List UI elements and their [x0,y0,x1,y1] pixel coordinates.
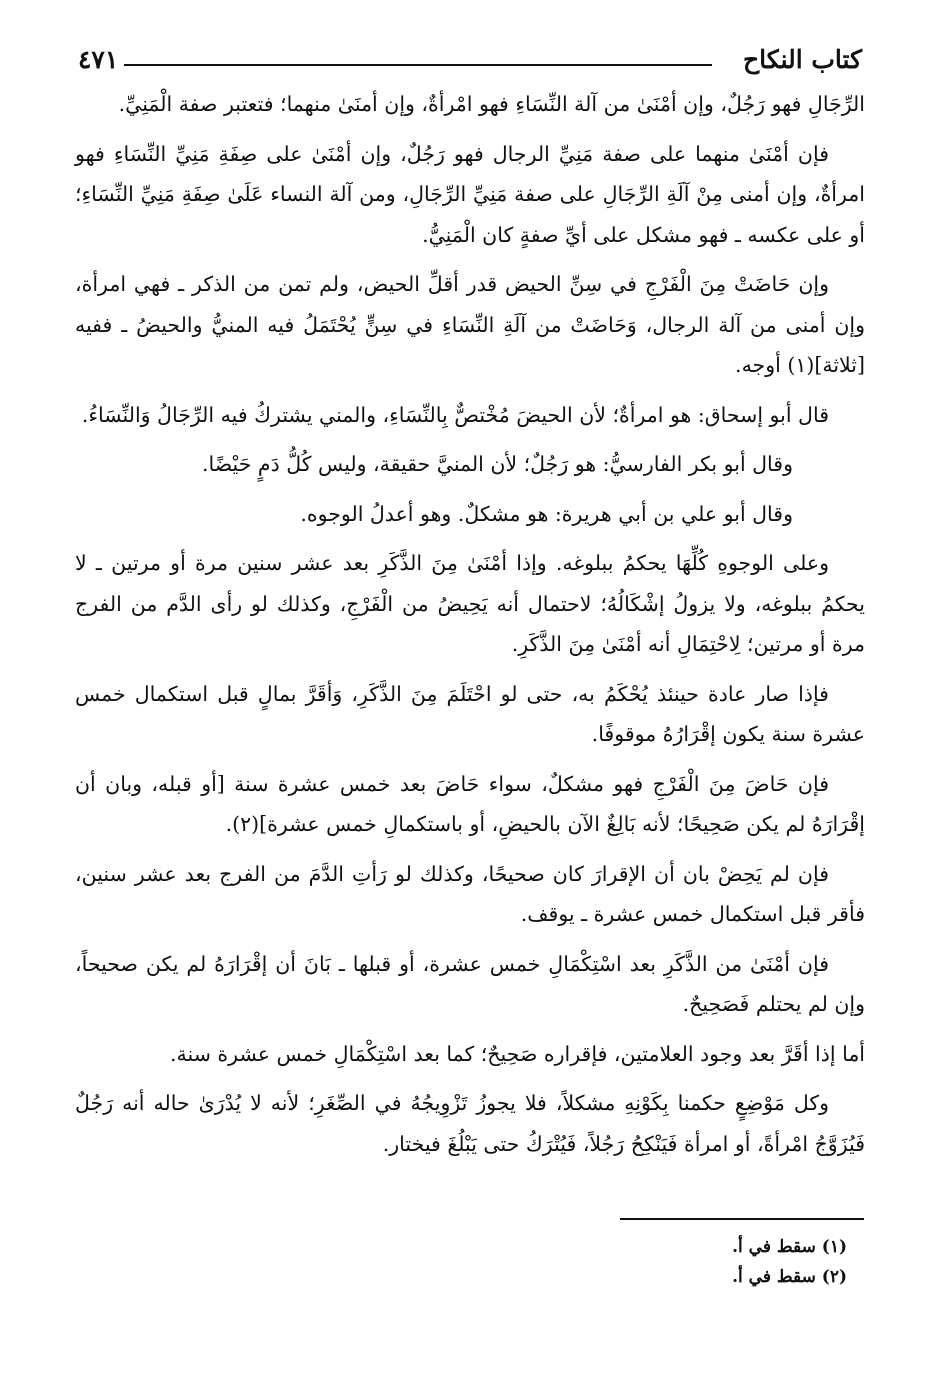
paragraph: وقال أبو بكر الفارسيُّ: هو رَجُلٌ؛ لأن المنيَّ حقيقة، وليس كُلُّ دَمٍ حَيْضًا. [202,452,793,476]
paragraph: فإن أمْنَىٰ منهما على صفة مَنِيِّ الرجال فهو رَجُلٌ، وإن أمْنَىٰ على صِفَةِ مَنِيِّ النِّسَاءِ فهو امرأةٌ، وإن أمنى مِنْ آلَةِ الرِّجَالِ على صفة مَنِيِّ الرِّجَالِ، ومن آلة النساء عَلَىٰ صِفَةِ مَنِيِّ النِّسَاءِ؛ أو على عكسه ـ فهو مشكل على أيِّ صفةٍ كان الْمَنِيُّ. [75,141,865,247]
page-header [78,42,862,82]
paragraph: وإن حَاضَتْ مِنَ الْفَرْجِ في سِنِّ الحيض قدر أقلِّ الحيض، ولم تمن من الذكر ـ فهي امرأة، وإن أمنى من آلة الرجال، وَحَاضَتْ من آلَةِ النِّسَاءِ في سِنٍّ يُحْتَمَلُ فيه المنيُّ والحيضُ ـ ففيه [ثلاثة](١) أوجه. [75,272,865,377]
paragraph: فإن حَاضَ مِنَ الْفَرْجِ فهو مشكلٌ، سواء حَاضَ بعد خمس عشرة سنة [أو قبله، وبان أن إقْرَارَهُ لم يكن صَحِيحًا؛ لأنه بَالِغٌ الآن بالحيضِ، أو باستكمالِ خمس عشرة](٢). [75,771,865,836]
footnote: (١) سقط في أ. [732,1237,847,1257]
paragraph: الرِّجَالِ فهو رَجُلٌ، وإن أمْنَىٰ من آلة النِّسَاءِ فهو امْرأةٌ، وإن أمنَىٰ منهما؛ فتعتبر صفة الْمَنِيِّ. [118,92,865,116]
running-title: كتاب النكاح [743,45,862,74]
paragraph: وعلى الوجوهِ كُلِّهَا يحكمُ ببلوغه. وإذا أمْنَىٰ مِنَ الذَّكَرِ بعد عشر سنين مرة أو مرتين ـ لا يحكمُ ببلوغه، ولا يزولُ إشْكَالُهُ؛ لاحتمال أنه يَحِيضُ من الْفَرْجِ، وكذلك لو رأى الدَّم من الفرج مرة أو مرتين؛ لِاحْتِمَالِ أنه أمْنَىٰ مِنَ الذَّكَرِ. [75,551,865,656]
footnote-rule [620,1218,864,1220]
paragraph: وكل مَوْضِعٍ حكمنا بِكَوْنِهِ مشكلاً، فلا يجوزُ تَزْوِيجُهُ في الصِّغَرِ؛ لأنه لا يُدْرَىٰ حاله أنه رَجُلٌ فَيُزَوَّجُ امْرأةً، أو امرأة فَيَنْكِحُ رَجُلاً، فَيُتْرَكُ حتى يَبْلُغَ فيختار. [75,1091,865,1156]
page-body [75,84,865,1173]
page-number: ٤٧١ [78,45,119,74]
paragraph: قال أبو إسحاق: هو امرأةٌ؛ لأن الحيضَ مُخْتصٌّ بِالنِّسَاءِ، والمني يشتركُ فيه الرِّجَالُ وَالنِّسَاءُ. [81,402,829,427]
paragraph: أما إذا أقَرَّ بعد وجود العلامتين، فإقراره صَحِيحٌ؛ كما بعد اسْتِكْمَالِ خمس عشرة سنة. [170,1041,865,1066]
footnote: (٢) سقط في أ. [732,1267,847,1287]
paragraph: فإذا صار عادة حينئذ يُحْكَمُ به، حتى لو احْتَلَمَ مِنَ الذَّكَرِ، وَأقَرَّ بمالٍ قبل استكمال خمس عشرة سنة يكون إقْرَارُهُ موقوفًا. [75,681,865,746]
paragraph: وقال أبو علي بن أبي هريرة: هو مشكلٌ. وهو أعدلُ الوجوه. [300,501,793,526]
paragraph: فإن لم يَحِضْ بان أن الإقرارَ كان صحيحًا، وكذلك لو رَأتِ الدَّمَ من الفرج بعد عشر سنين، فأقر قبل استكمال خمس عشرة ـ يوقف. [75,861,865,926]
paragraph: فإن أمْنَىٰ من الذَّكَرِ بعد اسْتِكْمَالِ خمس عشرة، أو قبلها ـ بَانَ أن إقْرَارَهُ لم يكن صحيحاً، وإن لم يحتلم فَصَحِيحٌ. [75,951,865,1016]
footnotes [560,1232,847,1292]
header-rule [124,64,712,66]
